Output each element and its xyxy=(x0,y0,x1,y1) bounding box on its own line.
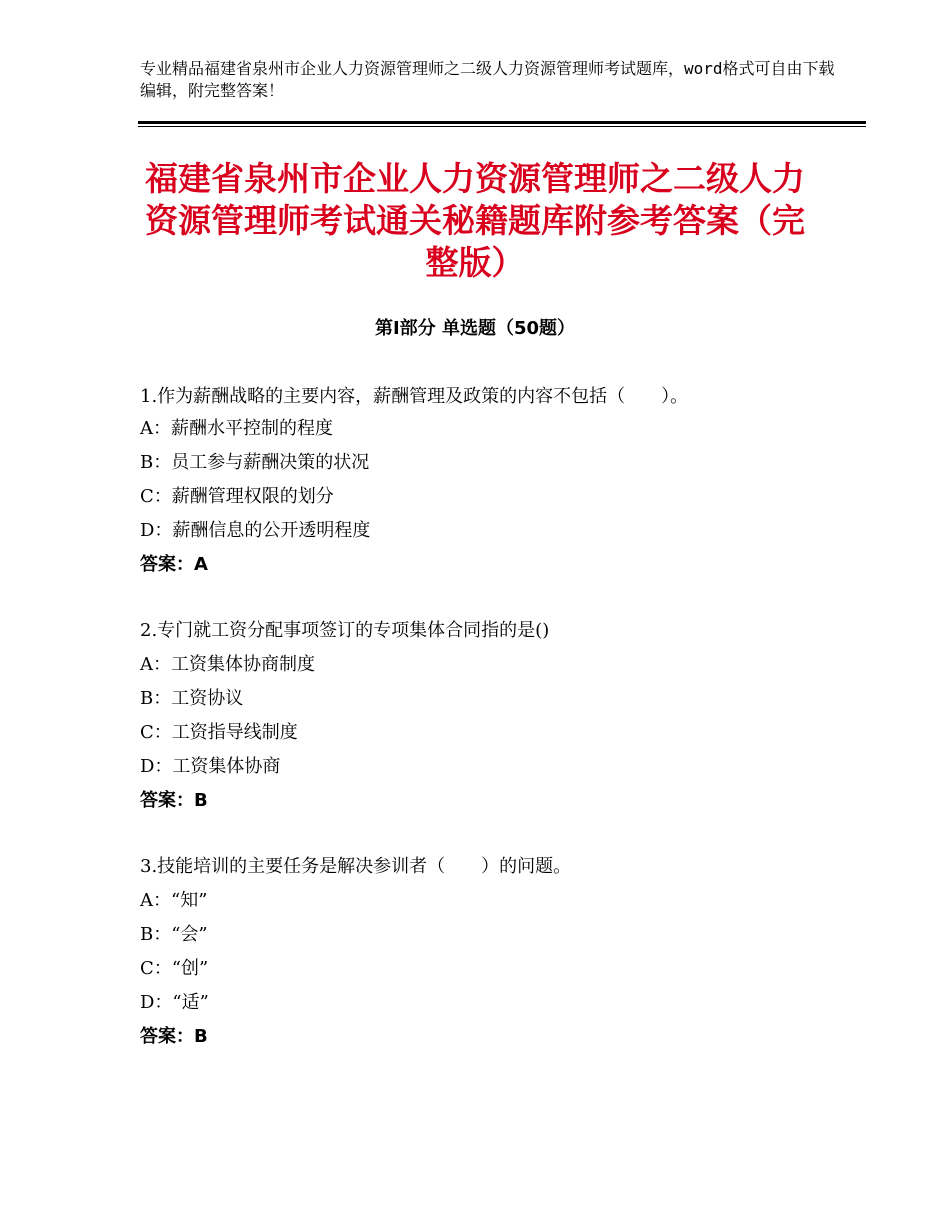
question-option: B：员工参与薪酬决策的状况 xyxy=(140,452,370,473)
question-option: D：“适” xyxy=(140,992,209,1013)
section-title: 第Ⅰ部分 单选题（50题） xyxy=(374,318,575,339)
document-title: 福建省泉州市企业人力资源管理师之二级人力资源管理师考试通关秘籍题库附参考答案（完整版） xyxy=(145,159,805,282)
question-option: D：薪酬信息的公开透明程度 xyxy=(140,520,371,541)
question-option: C：工资指导线制度 xyxy=(140,722,298,743)
question-option: C：薪酬管理权限的划分 xyxy=(140,486,334,507)
question-list xyxy=(140,382,840,1086)
question-stem: 3.技能培训的主要任务是解决参训者（ ）的问题。 xyxy=(140,856,572,877)
question-answer: 答案：A xyxy=(140,554,208,575)
question-option: A：“知” xyxy=(140,890,208,911)
question-option: B：工资协议 xyxy=(140,688,244,709)
header-rule-thin xyxy=(138,126,866,127)
question-answer: 答案：B xyxy=(140,790,208,811)
question-option: D：工资集体协商 xyxy=(140,756,281,777)
question-option: A：工资集体协商制度 xyxy=(140,654,315,675)
question-answer: 答案：B xyxy=(140,1026,208,1047)
question-option: C：“创” xyxy=(140,958,209,979)
question-2 xyxy=(140,614,840,818)
question-3 xyxy=(140,850,840,1054)
question-1 xyxy=(140,382,840,582)
question-option: A：薪酬水平控制的程度 xyxy=(140,418,333,439)
header-note: 专业精品福建省泉州市企业人力资源管理师之二级人力资源管理师考试题库，word格式可自由下载编辑，附完整答案！ xyxy=(140,59,835,100)
header-rule-thick xyxy=(138,121,866,124)
question-stem: 1.作为薪酬战略的主要内容，薪酬管理及政策的内容不包括（ ）。 xyxy=(140,386,689,407)
question-option: B：“会” xyxy=(140,924,208,945)
question-stem: 2.专门就工资分配事项签订的专项集体合同指的是() xyxy=(140,620,550,641)
